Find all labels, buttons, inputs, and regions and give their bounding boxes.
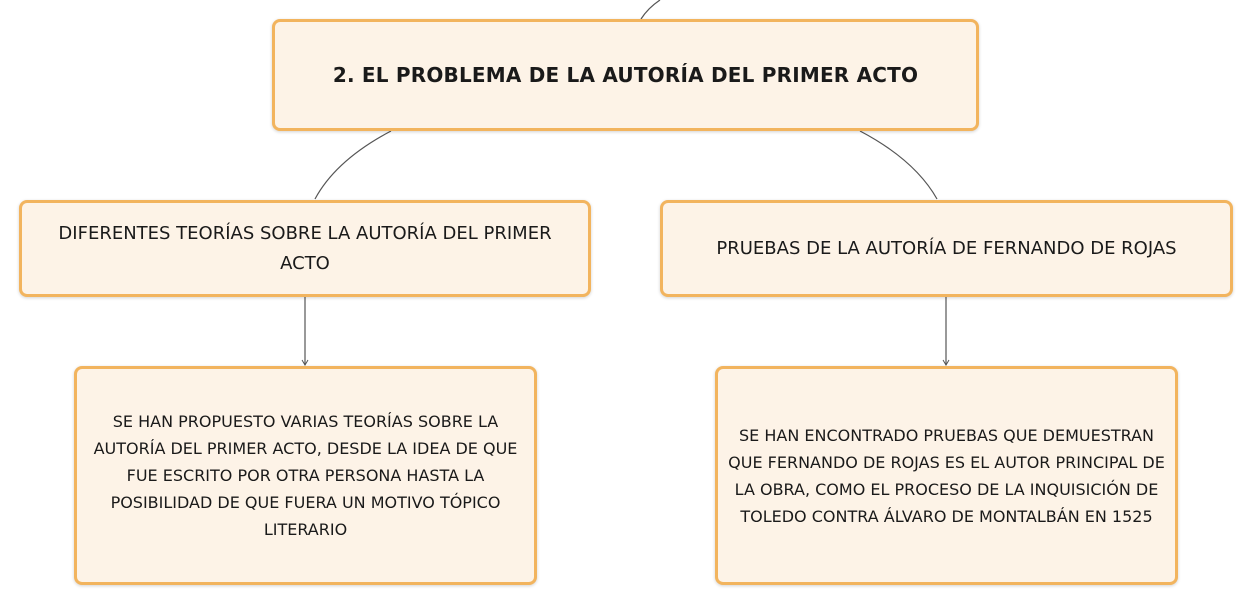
connector-root-to-right: [860, 131, 937, 199]
root-topic-node[interactable]: [272, 19, 979, 131]
connector-root-to-left: [315, 131, 391, 199]
detail-evidence-text: SE HAN ENCONTRADO PRUEBAS QUE DEMUESTRAN QUE FERNANDO DE ROJAS ES EL AUTOR PRINCIPAL DE LA OBRA, COMO EL PROCESO DE LA INQUISICIÓN DE TOLEDO CONTRA ÁLVARO DE MONTALBÁN EN 1525: [728, 425, 1165, 526]
root-topic-title: 2. EL PROBLEMA DE LA AUTORÍA DEL PRIMER ACTO: [332, 63, 919, 87]
detail-node-evidence[interactable]: [715, 366, 1178, 585]
detail-node-theories[interactable]: [74, 366, 537, 585]
topic-node-evidence[interactable]: [660, 200, 1233, 297]
incoming-connector: [641, 0, 660, 19]
detail-theories-text: SE HAN PROPUESTO VARIAS TEORÍAS SOBRE LA AUTORÍA DEL PRIMER ACTO, DESDE LA IDEA DE QUE FUE ESCRITO POR OTRA PERSONA HASTA LA POSIBILIDAD DE QUE FUERA UN MOTIVO TÓPICO LITERARIO: [93, 412, 518, 539]
topic-evidence-label: PRUEBAS DE LA AUTORÍA DE FERNANDO DE ROJAS: [716, 237, 1177, 259]
topic-theories-label: DIFERENTES TEORÍAS SOBRE LA AUTORÍA DEL PRIMER ACTO: [58, 222, 552, 274]
topic-node-theories[interactable]: [19, 200, 591, 297]
